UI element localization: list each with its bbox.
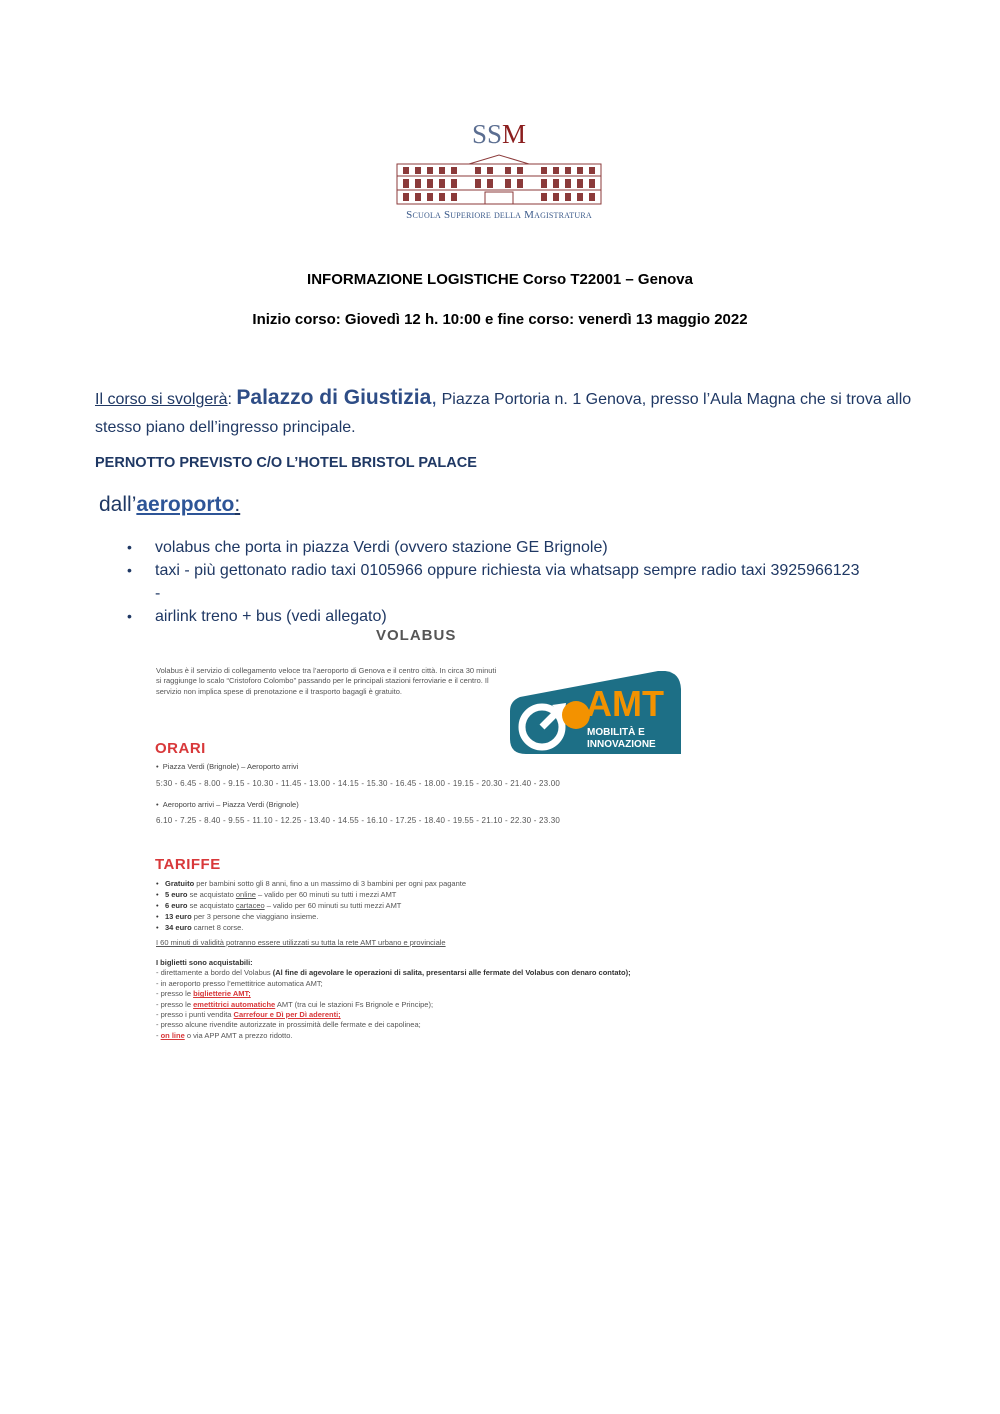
validity-note: I 60 minuti di validità potranno essere utilizzati su tutta la rete AMT urbano e provinciale: [156, 938, 446, 947]
tariffe-heading: TARIFFE: [155, 856, 221, 873]
list-item: • volabus che porta in piazza Verdi (ovvero stazione GE Brignole): [127, 536, 867, 559]
ssm-logo: [388, 118, 610, 228]
from-airport-heading: dall’aeroporto:: [99, 493, 241, 516]
tariffe-list: [156, 878, 576, 933]
location-lead: Il corso si svolgerà: [95, 391, 228, 408]
list-item: • 34 euro carnet 8 corse.: [156, 922, 576, 933]
orari-heading: ORARI: [155, 740, 206, 757]
ticket-purchase-info: [156, 958, 676, 1041]
times-1: 5:30 - 6.45 - 8.00 - 9.15 - 10.30 - 11.45 - 13.00 - 14.15 - 15.30 - 16.45 - 18.00 - 19.15 - 20.30 - 21.40 - 23.00: [156, 779, 561, 788]
amt-tagline-1: MOBILITÀ E: [587, 727, 645, 738]
amt-name: AMT: [586, 683, 664, 724]
ssm-subtitle: Scuola Superiore della Magistratura: [406, 209, 592, 221]
course-dates: Inizio corso: Giovedì 12 h. 10:00 e fine corso: venerdì 13 maggio 2022: [252, 311, 748, 328]
route-1: • Piazza Verdi (Brignole) – Aeroporto arrivi: [156, 762, 299, 771]
times-2: 6.10 - 7.25 - 8.40 - 9.55 - 11.10 - 12.25 - 13.40 - 14.55 - 16.10 - 17.25 - 18.40 - 19.55 - 21.10 - 22.30 - 23.30: [156, 816, 561, 825]
venue-name: Palazzo di Giustizia: [236, 386, 432, 409]
amt-logo: [508, 671, 683, 754]
purchase-title: I biglietti sono acquistabili:: [156, 958, 253, 967]
purchase-line: - presso le biglietterie AMT;: [156, 989, 251, 999]
purchase-line: - presso alcune rivendite autorizzate in prossimità delle fermate e dei capolinea;: [156, 1020, 421, 1030]
palace-icon: [395, 154, 603, 206]
route-2: • Aeroporto arrivi – Piazza Verdi (Brignole): [156, 800, 299, 809]
location-paragraph: Il corso si svolgerà: Palazzo di Giustizia, Piazza Portoria n. 1 Genova, presso l’Aula Magna che si trova allo stesso piano dell’ingresso principale.: [95, 386, 912, 436]
document-title: INFORMAZIONE LOGISTICHE Corso T22001 – Genova: [307, 271, 693, 288]
venue-details: Piazza Portoria n. 1 Genova, presso l’Aula Magna che si trova allo stesso piano dell’ingresso principale.: [95, 391, 912, 436]
volabus-title: VOLABUS: [376, 627, 457, 644]
amt-tagline-2: INNOVAZIONE: [587, 739, 656, 750]
lodging-note: PERNOTTO PREVISTO C/O L’HOTEL BRISTOL PALACE: [95, 455, 477, 471]
list-item: • 6 euro se acquistato cartaceo – valido per 60 minuti su tutti mezzi AMT: [156, 900, 576, 911]
purchase-line: - in aeroporto presso l’emettitrice automatica AMT;: [156, 978, 323, 988]
list-item: • taxi - più gettonato radio taxi 0105966 oppure richiesta via whatsapp sempre radio taxi 3925966123 -: [127, 559, 867, 605]
ssm-logo-text: SSM: [471, 119, 527, 149]
purchase-line: - presso i punti vendita Carrefour e Dì per Dì aderenti;: [156, 1010, 341, 1020]
airport-options-list: [127, 536, 867, 628]
purchase-line: - direttamente a bordo del Volabus (Al fine di agevolare le operazioni di salita, presentarsi alle fermate del Volabus con denaro contato);: [156, 968, 631, 978]
list-item: • Gratuito per bambini sotto gli 8 anni, fino a un massimo di 3 bambini per ogni pax pagante: [156, 878, 576, 889]
list-item: • 13 euro per 3 persone che viaggiano insieme.: [156, 911, 576, 922]
purchase-line: - presso le emettitrici automatiche AMT (tra cui le stazioni Fs Brignole e Principe);: [156, 999, 434, 1009]
list-item: • airlink treno + bus (vedi allegato): [127, 605, 867, 628]
volabus-intro: Volabus è il servizio di collegamento veloce tra l’aeroporto di Genova e il centro città. In circa 30 minuti si raggiunge lo scalo “Cristoforo Colombo” passando per le principali stazioni ferroviarie e il centro. Il servizio non implica spese di prenotazione e il trasporto bagagli è gratuito.: [156, 666, 497, 696]
list-item: • 5 euro se acquistato online – valido per 60 minuti su tutti i mezzi AMT: [156, 889, 576, 900]
purchase-line: - on line o via APP AMT a prezzo ridotto.: [156, 1030, 293, 1040]
